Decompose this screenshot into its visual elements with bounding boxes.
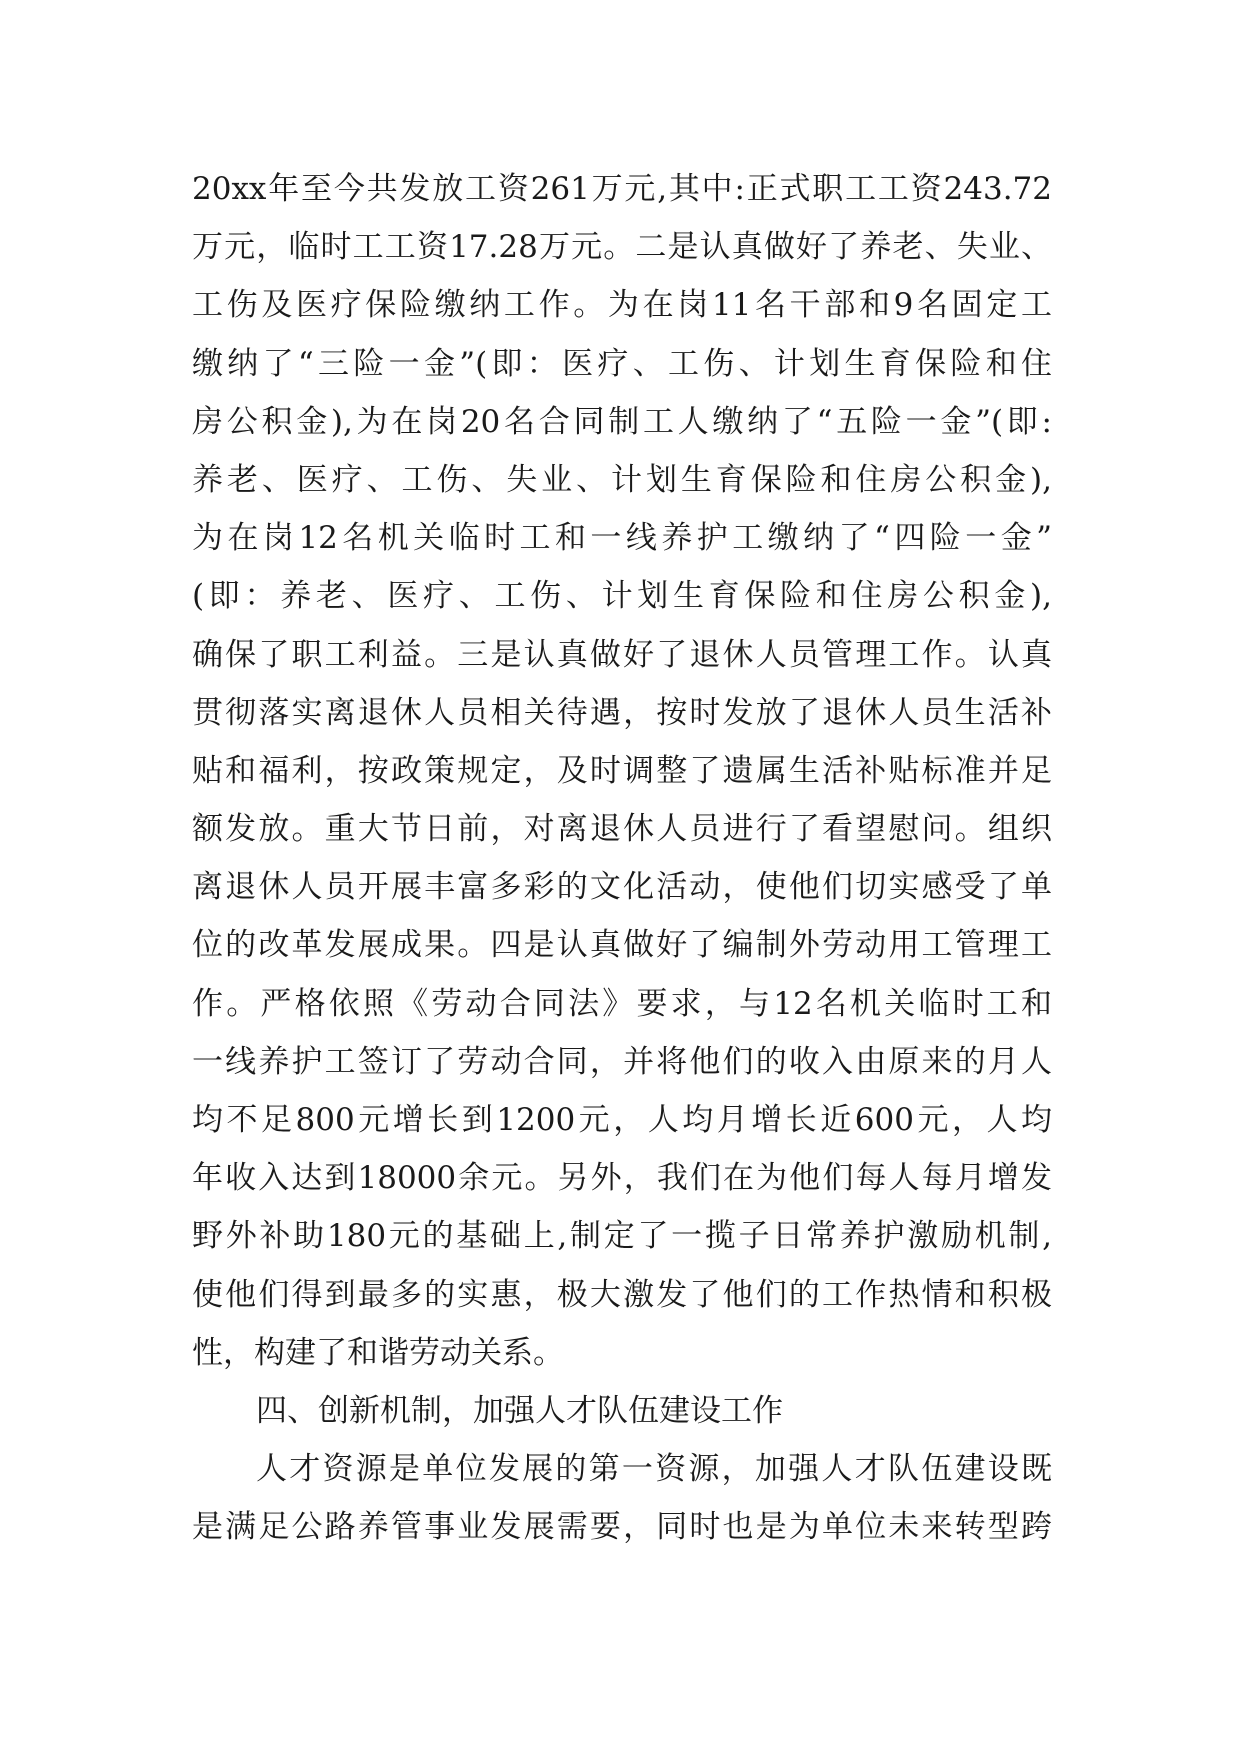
- text-line: 房公积金),为在岗20名合同制工人缴纳了“五险一金”(即:: [192, 403, 1052, 440]
- text-line: 均不足800元增长到1200元，人均月增长近600元，人均: [192, 1102, 1052, 1138]
- text-line: 性，构建了和谐劳动关系。: [192, 1334, 564, 1371]
- text-line: 养老、医疗、工伤、失业、计划生育保险和住房公积金),: [192, 461, 1052, 498]
- text-line: 额发放。重大节日前，对离退休人员进行了看望慰问。组织: [192, 811, 1052, 848]
- section-heading: 四、创新机制，加强人才队伍建设工作: [256, 1392, 783, 1429]
- text-line: 贴和福利，按政策规定，及时调整了遗属生活补贴标准并足: [192, 752, 1052, 789]
- text-line: 位的改革发展成果。四是认真做好了编制外劳动用工管理工: [192, 927, 1052, 964]
- text-line: (即：养老、医疗、工伤、计划生育保险和住房公积金),: [192, 578, 1052, 615]
- text-line: 一线养护工签订了劳动合同，并将他们的收入由原来的月人: [192, 1043, 1052, 1080]
- text-line: 为在岗12名机关临时工和一线养护工缴纳了“四险一金”: [192, 520, 1052, 557]
- text-line: 离退休人员开展丰富多彩的文化活动，使他们切实感受了单: [192, 869, 1052, 906]
- text-line: 作。严格依照《劳动合同法》要求，与12名机关临时工和: [192, 985, 1052, 1022]
- text-line: 万元，临时工工资17.28万元。二是认真做好了养老、失业、: [192, 229, 1052, 266]
- text-line: 贯彻落实离退休人员相关待遇，按时发放了退休人员生活补: [192, 694, 1052, 731]
- body-text: [192, 160, 1052, 1557]
- text-line: 人才资源是单位发展的第一资源，加强人才队伍建设既: [256, 1451, 1052, 1488]
- text-line: 年收入达到18000余元。另外，我们在为他们每人每月增发: [192, 1160, 1052, 1197]
- text-line: 使他们得到最多的实惠，极大激发了他们的工作热情和积极: [192, 1276, 1052, 1313]
- text-line: 确保了职工利益。三是认真做好了退休人员管理工作。认真: [192, 636, 1052, 673]
- text-line: 缴纳了“三险一金”(即：医疗、工伤、计划生育保险和住: [192, 345, 1052, 382]
- text-line: 20xx年至今共发放工资261万元,其中:正式职工工资243.72: [192, 171, 1052, 207]
- text-line: 野外补助180元的基础上,制定了一揽子日常养护激励机制,: [192, 1218, 1052, 1255]
- text-line: 工伤及医疗保险缴纳工作。为在岗11名干部和9名固定工: [192, 287, 1052, 324]
- text-line: 是满足公路养管事业发展需要，同时也是为单位未来转型跨: [192, 1509, 1052, 1546]
